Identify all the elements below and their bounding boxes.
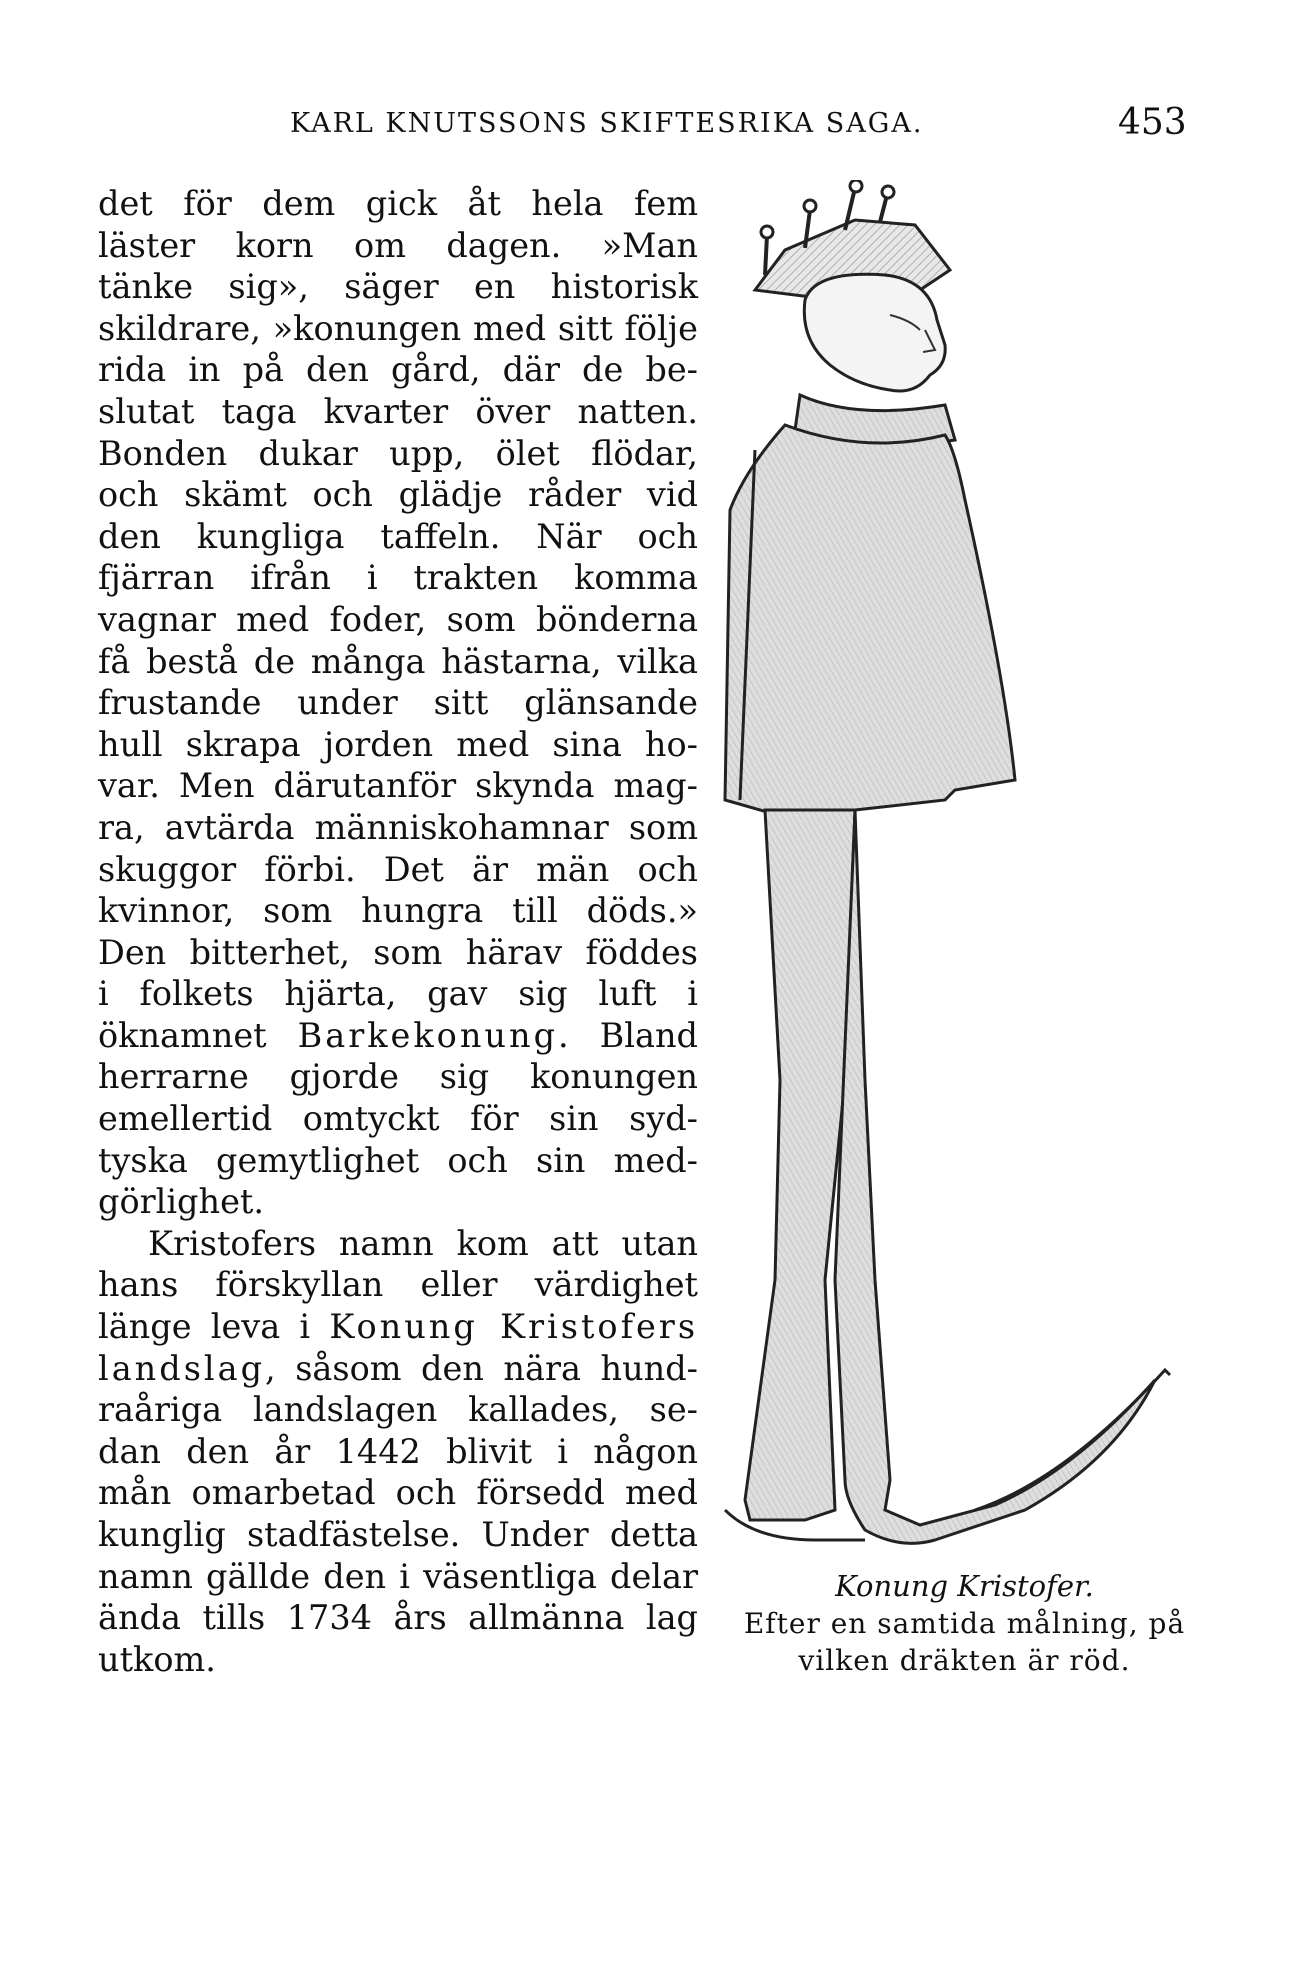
text-line: skuggor förbi. Det är män och — [98, 849, 698, 889]
king-figure-drawing — [715, 180, 1215, 1580]
text-fragment: länge leva i — [98, 1307, 311, 1347]
leg-front-shape — [835, 810, 1155, 1543]
text-line: namn gällde den i väsentliga delar — [98, 1556, 698, 1596]
text-line: var. Men därutanför skynda mag- — [98, 766, 698, 806]
caption-line: Efter en samtida målning, på — [743, 1607, 1186, 1640]
text-line: ra, avtärda människohamnar som — [98, 807, 698, 847]
text-line: hans förskyllan eller värdighet — [98, 1265, 698, 1305]
cape-shape — [725, 425, 1015, 820]
text-line: det för dem gick åt hela fem — [98, 184, 698, 223]
text-line: läster korn om dagen. »Man — [98, 225, 698, 265]
text-line: rida in på den gård, där de be- — [98, 350, 698, 390]
running-title: KARL KNUTSSONS SKIFTESRIKA SAGA. — [290, 108, 924, 139]
spaced-name-barkekonung: Barkekonung — [297, 1015, 559, 1055]
spaced-name-kristofers: Konung Kristofers — [329, 1307, 699, 1347]
text-line: herrarne gjorde sig konungen — [98, 1057, 698, 1097]
king-figure-illustration — [715, 180, 1215, 1580]
text-line — [98, 1348, 698, 1390]
text-line: Kristofers namn kom att utan — [148, 1223, 698, 1263]
text-line: utkom. — [98, 1639, 216, 1679]
body-text — [98, 183, 698, 1680]
page-number: 453 — [1118, 102, 1187, 143]
figure-caption — [712, 1568, 1217, 1679]
caption-title: Konung Kristofer. — [835, 1569, 1094, 1603]
text-line: hull skrapa jorden med sina ho- — [98, 724, 698, 764]
caption-line: vilken dräkten är röd. — [798, 1644, 1131, 1677]
text-line: Den bitterhet, som härav föddes — [98, 932, 698, 972]
text-line: slutat taga kvarter över natten. — [98, 391, 698, 431]
text-line: få bestå de många hästarna, vilka — [98, 641, 698, 681]
text-line: mån omarbetad och försedd med — [98, 1473, 698, 1513]
running-head — [0, 102, 1291, 148]
spaced-name-landslag: landslag — [98, 1348, 266, 1388]
head-shape — [804, 274, 945, 391]
text-fragment: öknamnet — [98, 1015, 267, 1055]
text-line — [98, 1306, 698, 1348]
text-line: den kungliga taffeln. När och — [98, 516, 698, 556]
text-line: och skämt och glädje råder vid — [98, 475, 698, 515]
text-line: tyska gemytlighet och sin med- — [98, 1140, 698, 1180]
text-line: görlighet. — [98, 1182, 265, 1222]
text-line: kvinnor, som hungra till döds.» — [98, 891, 698, 931]
text-line: fjärran ifrån i trakten komma — [98, 558, 698, 598]
text-line: i folkets hjärta, gav sig luft i — [98, 974, 698, 1014]
text-line: dan den år 1442 blivit i någon — [98, 1431, 698, 1471]
text-line: Bonden dukar upp, ölet flödar, — [98, 433, 698, 473]
text-line: frustande under sitt glänsande — [98, 683, 698, 723]
text-line: vagnar med foder, som bönderna — [98, 599, 698, 639]
text-line: emellertid omtyckt för sin syd- — [98, 1099, 698, 1139]
text-line: ända tills 1734 års allmänna lag — [98, 1598, 698, 1638]
text-fragment: , såsom den nära hund- — [265, 1348, 698, 1388]
text-line: raåriga landslagen kallades, se- — [98, 1390, 698, 1430]
text-fragment: . Bland — [558, 1015, 698, 1055]
text-line: kunglig stadfästelse. Under detta — [98, 1515, 698, 1554]
text-line: tänke sig», säger en historisk — [98, 267, 698, 307]
text-line: skildrare, »konungen med sitt följe — [98, 308, 698, 348]
text-line — [98, 1015, 698, 1057]
